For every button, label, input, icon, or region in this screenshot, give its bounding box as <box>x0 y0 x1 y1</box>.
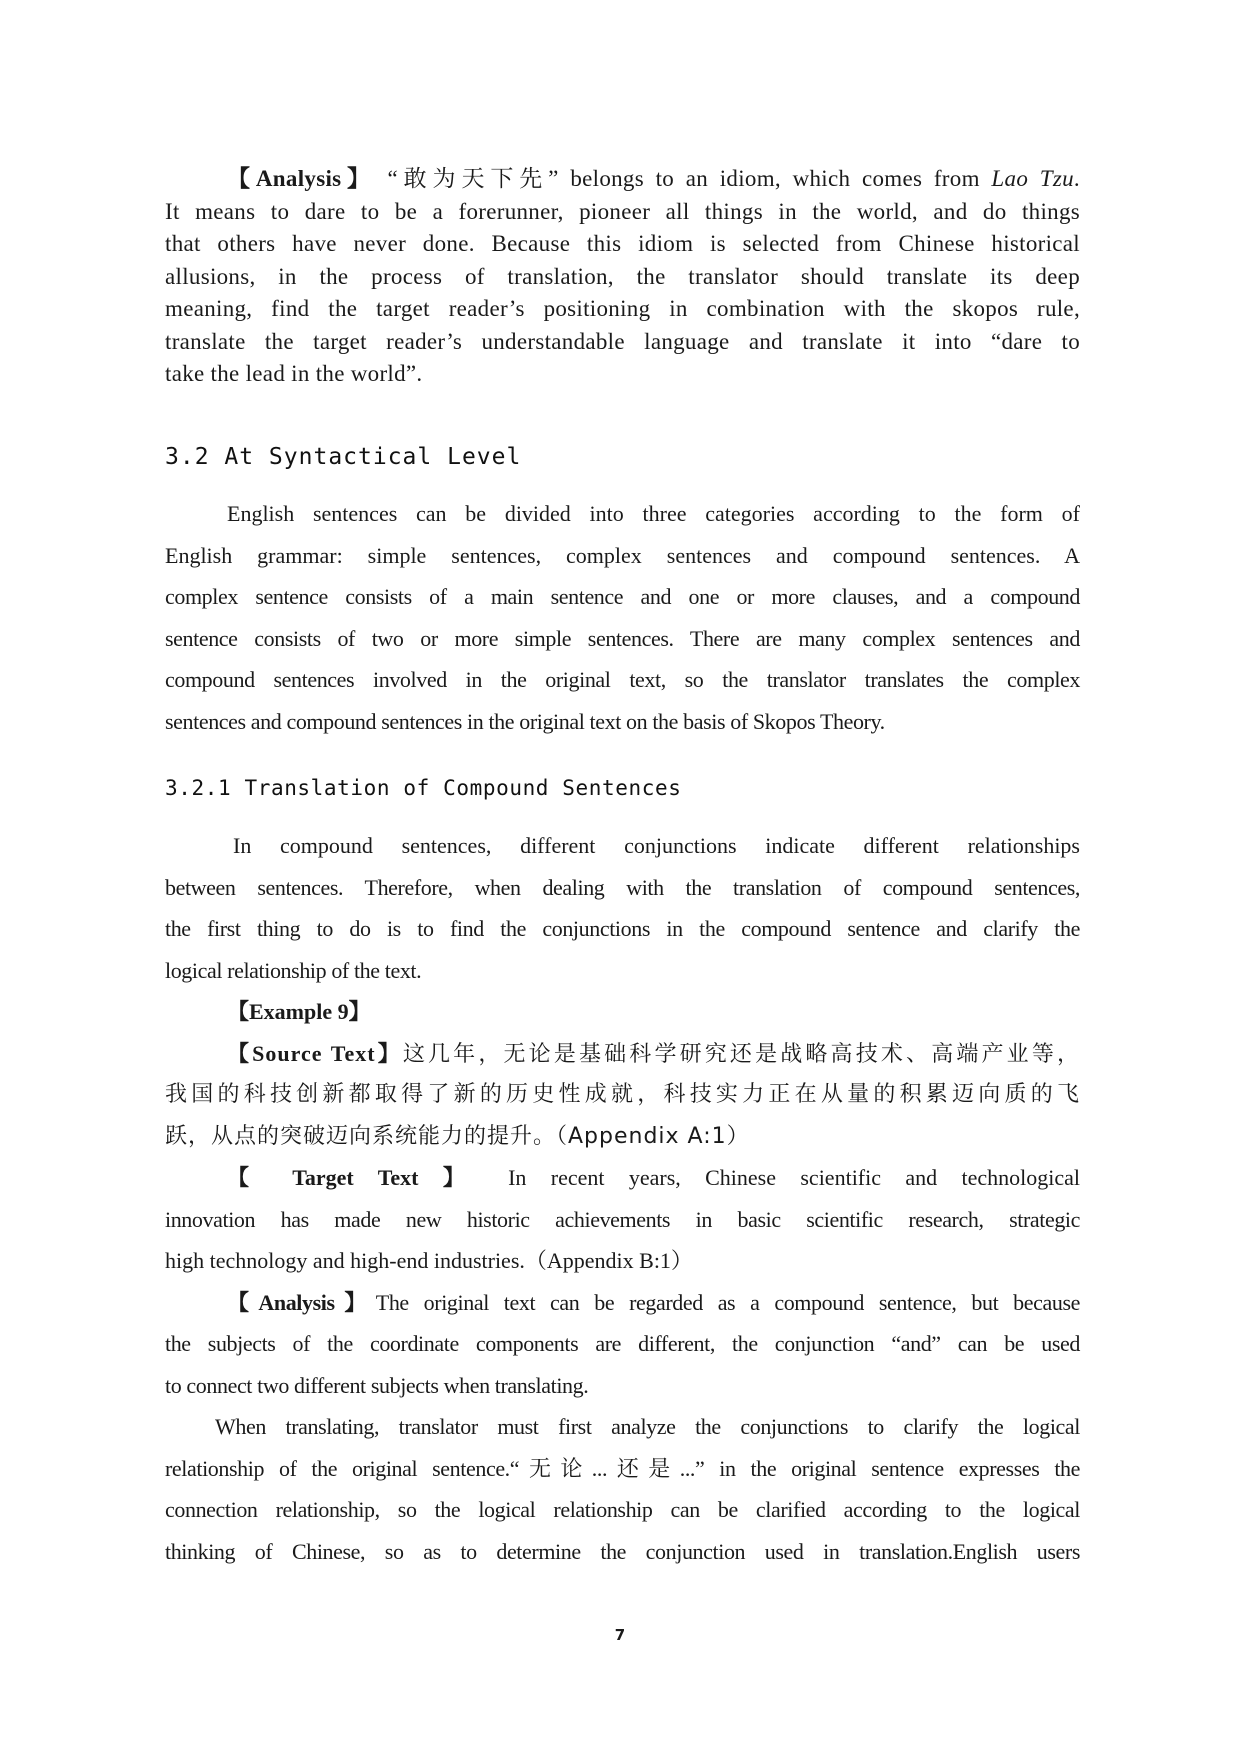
paragraph-line <box>165 1282 1080 1324</box>
analysis-paragraph-lao-tzu <box>165 163 1080 391</box>
paragraph-line: It means to dare to be a forerunner, pioneer all things in the world, and do things <box>165 198 1080 224</box>
analysis-label: 【Analysis】 <box>227 166 376 191</box>
example-label: 【Example 9】 <box>227 999 371 1024</box>
paragraph-line: innovation has made new historic achievements in basic scientific research, strategic <box>165 1206 1080 1232</box>
line-text: In recent years, Chinese scientific and technological <box>508 1165 1081 1190</box>
paragraph-line: English grammar: simple sentences, complex sentences and compound sentences. A <box>165 542 1080 568</box>
paragraph-line: 跃，从点的突破迈向系统能力的提升。（Appendix A:1） <box>165 1123 750 1149</box>
paragraph-line: the subjects of the coordinate components are different, the conjunction “and” can be used <box>165 1331 1080 1356</box>
target-text-block <box>165 1157 1080 1282</box>
paragraph-line: complex sentence consists of a main sentence and one or more clauses, and a compound <box>165 584 1080 609</box>
example-9 <box>165 991 1080 1572</box>
source-title: Lao Tzu <box>991 166 1074 191</box>
paragraph-line: that others have never done. Because this idiom is selected from Chinese historical <box>165 231 1080 256</box>
paragraph-line <box>165 1157 1080 1199</box>
paragraph-line: the first thing to do is to find the conjunctions in the compound sentence and clarify the <box>165 916 1080 941</box>
paragraph-line: 我国的科技创新都取得了新的历史性成就，科技实力正在从量的积累迈向质的飞 <box>165 1082 1080 1107</box>
analysis-label: 【Analysis】 <box>227 1289 376 1315</box>
paragraph-line <box>165 163 1080 196</box>
paragraph-line: compound sentences involved in the original text, so the translator translates the complex <box>165 667 1080 692</box>
closing-paragraph <box>165 1406 1080 1572</box>
paragraph-line: English sentences can be divided into three categories according to the form of <box>227 501 1080 526</box>
section-3-2-paragraph <box>165 493 1080 742</box>
paragraph-line: to connect two different subjects when translating. <box>165 1372 589 1398</box>
target-text-label: 【 Target Text 】 <box>227 1165 484 1190</box>
paragraph-line: connection relationship, so the logical relationship can be clarified according to the logical <box>165 1497 1080 1522</box>
paragraph-line <box>165 1033 1080 1075</box>
page-number: 7 <box>614 1626 626 1644</box>
paragraph-line: When translating, translator must first analyze the conjunctions to clarify the logical <box>215 1414 1080 1439</box>
paragraph-line: logical relationship of the text. <box>165 957 422 983</box>
paragraph-line: sentences and compound sentences in the original text on the basis of Skopos Theory. <box>165 708 885 734</box>
source-text-block <box>165 1033 1080 1158</box>
paragraph-line: relationship of the original sentence.“无论...还是...” in the original sentence expresses the <box>165 1455 1080 1481</box>
section-heading-3-2: 3.2 At Syntactical Level <box>165 444 522 470</box>
line-text: 这几年，无论是基础科学研究还是战略高技术、高端产业等， <box>402 1041 1080 1067</box>
paragraph-line: meaning, find the target reader’s positioning in combination with the skopos rule, <box>165 296 1080 321</box>
source-text-label: 【Source Text】 <box>227 1040 403 1066</box>
section-3-2-1-paragraph <box>165 825 1080 991</box>
paragraph-line: translate the target reader’s understandable language and translate it into “dare to <box>165 328 1080 354</box>
paragraph-line: allusions, in the process of translation, the translator should translate its deep <box>165 263 1080 289</box>
section-heading-3-2-1: 3.2.1 Translation of Compound Sentences <box>165 776 682 800</box>
paragraph-line: between sentences. Therefore, when dealing with the translation of compound sentences, <box>165 874 1080 900</box>
paragraph-line: take the lead in the world”. <box>165 361 423 386</box>
paragraph-line: In compound sentences, different conjunctions indicate different relationships <box>233 833 1080 858</box>
example-analysis-block <box>165 1282 1080 1407</box>
paragraph-line: thinking of Chinese, so as to determine the conjunction used in translation.English users <box>165 1538 1080 1564</box>
line-end: . <box>1073 166 1080 191</box>
paragraph-line: high technology and high-end industries.（Appendix B:1） <box>165 1248 693 1273</box>
line-text: The original text can be regarded as a compound sentence, but because <box>375 1289 1080 1315</box>
line-text: “敢为天下先” belongs to an idiom, which comes from <box>387 166 980 191</box>
paragraph-line: sentence consists of two or more simple sentences. There are many complex sentences and <box>165 625 1080 651</box>
